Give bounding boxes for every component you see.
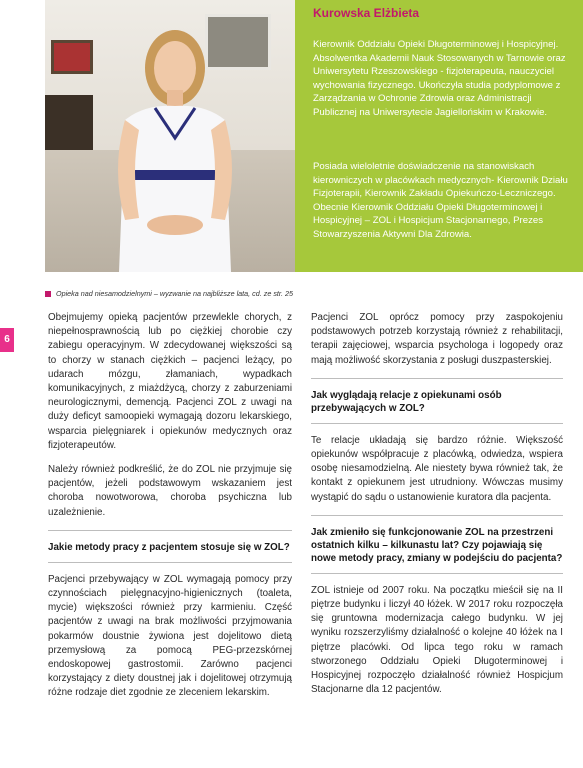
page-number: 6 <box>0 328 14 352</box>
portrait-photo <box>45 0 295 272</box>
right-paragraph-1: Pacjenci ZOL oprócz pomocy przy zaspokojeniu podstawowych potrzeb korzystają również z rehabilitacji, terapii zajęciowej, wsparcia psychologa i logopedy oraz mają możliwość skorzystania z posługi duszpasterskiej. <box>311 312 563 366</box>
right-paragraph-2: Te relacje układają się bardzo różnie. Większość opiekunów współpracuje z placówką, odwiedza, wspiera osobę niesamodzielną. Ale niestety bywa również tak, że kontakt z opiekunem jest utrudniony. Wówczas musimy wystąpić do sądu o ustanowienie kuratora dla pacjenta. <box>311 434 563 503</box>
wall-picture <box>51 40 93 74</box>
question-heading-2: Jak wyglądają relacje z opiekunami osób przebywających w ZOL? <box>311 389 502 414</box>
divider <box>311 378 563 379</box>
profile-panel <box>295 0 583 272</box>
divider <box>311 573 563 574</box>
profile-bio-2: Posiada wieloletnie doświadczenie na stanowiskach kierowniczych w placówkach medycznych- Kierownik Działu Fizjoterapii, Kierownik Zakładu Opiekuńczo-Leczniczego. Obecnie Kierownik Oddziału Opieki Długoterminowej i Hospicyjnej – ZOL i Hospicjum Stacjonarnego, Prezes Stowarzyszenia Aktywni Dla Zdrowia. <box>313 161 568 240</box>
left-paragraph-3: Pacjenci przebywający w ZOL wymagają pomocy przy czynnościach pielęgnacyjno-higienicznych (toaleta, mycie) większości również przy karmieniu. Część pacjentów z uwagi na brak możliwości przyjmowania pokarmów doustnie żywiona jest dojelitowo dietą przemysłową za pomocą PEG-przezskórnej endoskopowej gastrostomii. Zarówno pacjenci korzystający z diety doustnej jak i dojelitowej otrzymują różne rodzaje diet zgodnie ze zleceniem lekarskim. <box>48 573 292 699</box>
profile-name: Kurowska Elżbieta <box>313 6 420 20</box>
right-column <box>311 311 563 707</box>
question-heading-1: Jakie metody pracy z pacjentem stosuje się w ZOL? <box>48 541 290 553</box>
question-heading-3: Jak zmieniło się funkcjonowanie ZOL na przestrzeni ostatnich kilku – kilkunastu lat? Czy pojawiają się nowe metody pracy, zmiany w podejściu do pacjenta? <box>311 526 563 564</box>
divider <box>48 562 292 563</box>
background-desk <box>45 95 93 150</box>
divider <box>311 423 563 424</box>
left-paragraph-2: Należy również podkreślić, że do ZOL nie przyjmuje się pacjentów, jeżeli podstawowym wskazaniem jest choroba nowotworowa, choroba psychiczna lub uzależnienie. <box>48 464 292 518</box>
caption-text: Opieka nad niesamodzielnymi – wyzwanie na najbliższe lata, cd. ze str. 25 <box>56 289 294 298</box>
caption-square-icon <box>45 291 51 297</box>
person-illustration <box>105 20 245 272</box>
profile-bio-1: Kierownik Oddziału Opieki Długoterminowej i Hospicyjnej. Absolwentka Akademii Nauk Stosowanych w Tarnowie oraz Uniwersytetu Rzeszowskiego - fizjoterapeuta, nauczyciel wychowania fizycznego. Ukończyła studia podyplomowe z Zarządzania w Ochronie Zdrowia oraz Administracji Publicznej na Uniwersytecie Jagiellońskim w Krakowie. <box>313 39 566 118</box>
left-paragraph-1: Obejmujemy opieką pacjentów przewlekle chorych, z niepełnosprawnością lub po ciężkiej chorobie czy zabiegu operacyjnym. W zdecydowanej większości są to chorzy w stanach ciężkich – pacjenci leżący, po udarach mózgu, złamaniach, wypadkach komunikacyjnych, z miażdżycą, chorzy z zaburzeniami neurologicznymi, demencją. Pacjenci ZOL z uwagi na duży deficyt samoopieki wymagają dozoru lekarskiego, wsparcia pielęgniarek i opiekunów medycznych oraz fizjoterapeutów. <box>48 312 292 451</box>
divider <box>48 530 292 531</box>
photo-caption <box>45 289 293 298</box>
right-paragraph-3: ZOL istnieje od 2007 roku. Na początku mieścił się na II piętrze budynku i liczył 40 łóżek. W 2017 roku rozpoczęła się gruntowna modernizacja całego budynku. W jej wyniku rozszerzyliśmy działalność o kolejne 40 łóżek na I piętrze placówki. Od lipca tego roku w ramach stworzonego Oddziału Opieki Długoterminowej i Hospicyjnej rozpoczęło działalność również Hospicjum Stacjonarne dla 12 pacjentów. <box>311 584 563 696</box>
left-column <box>48 311 292 711</box>
divider <box>311 515 563 516</box>
